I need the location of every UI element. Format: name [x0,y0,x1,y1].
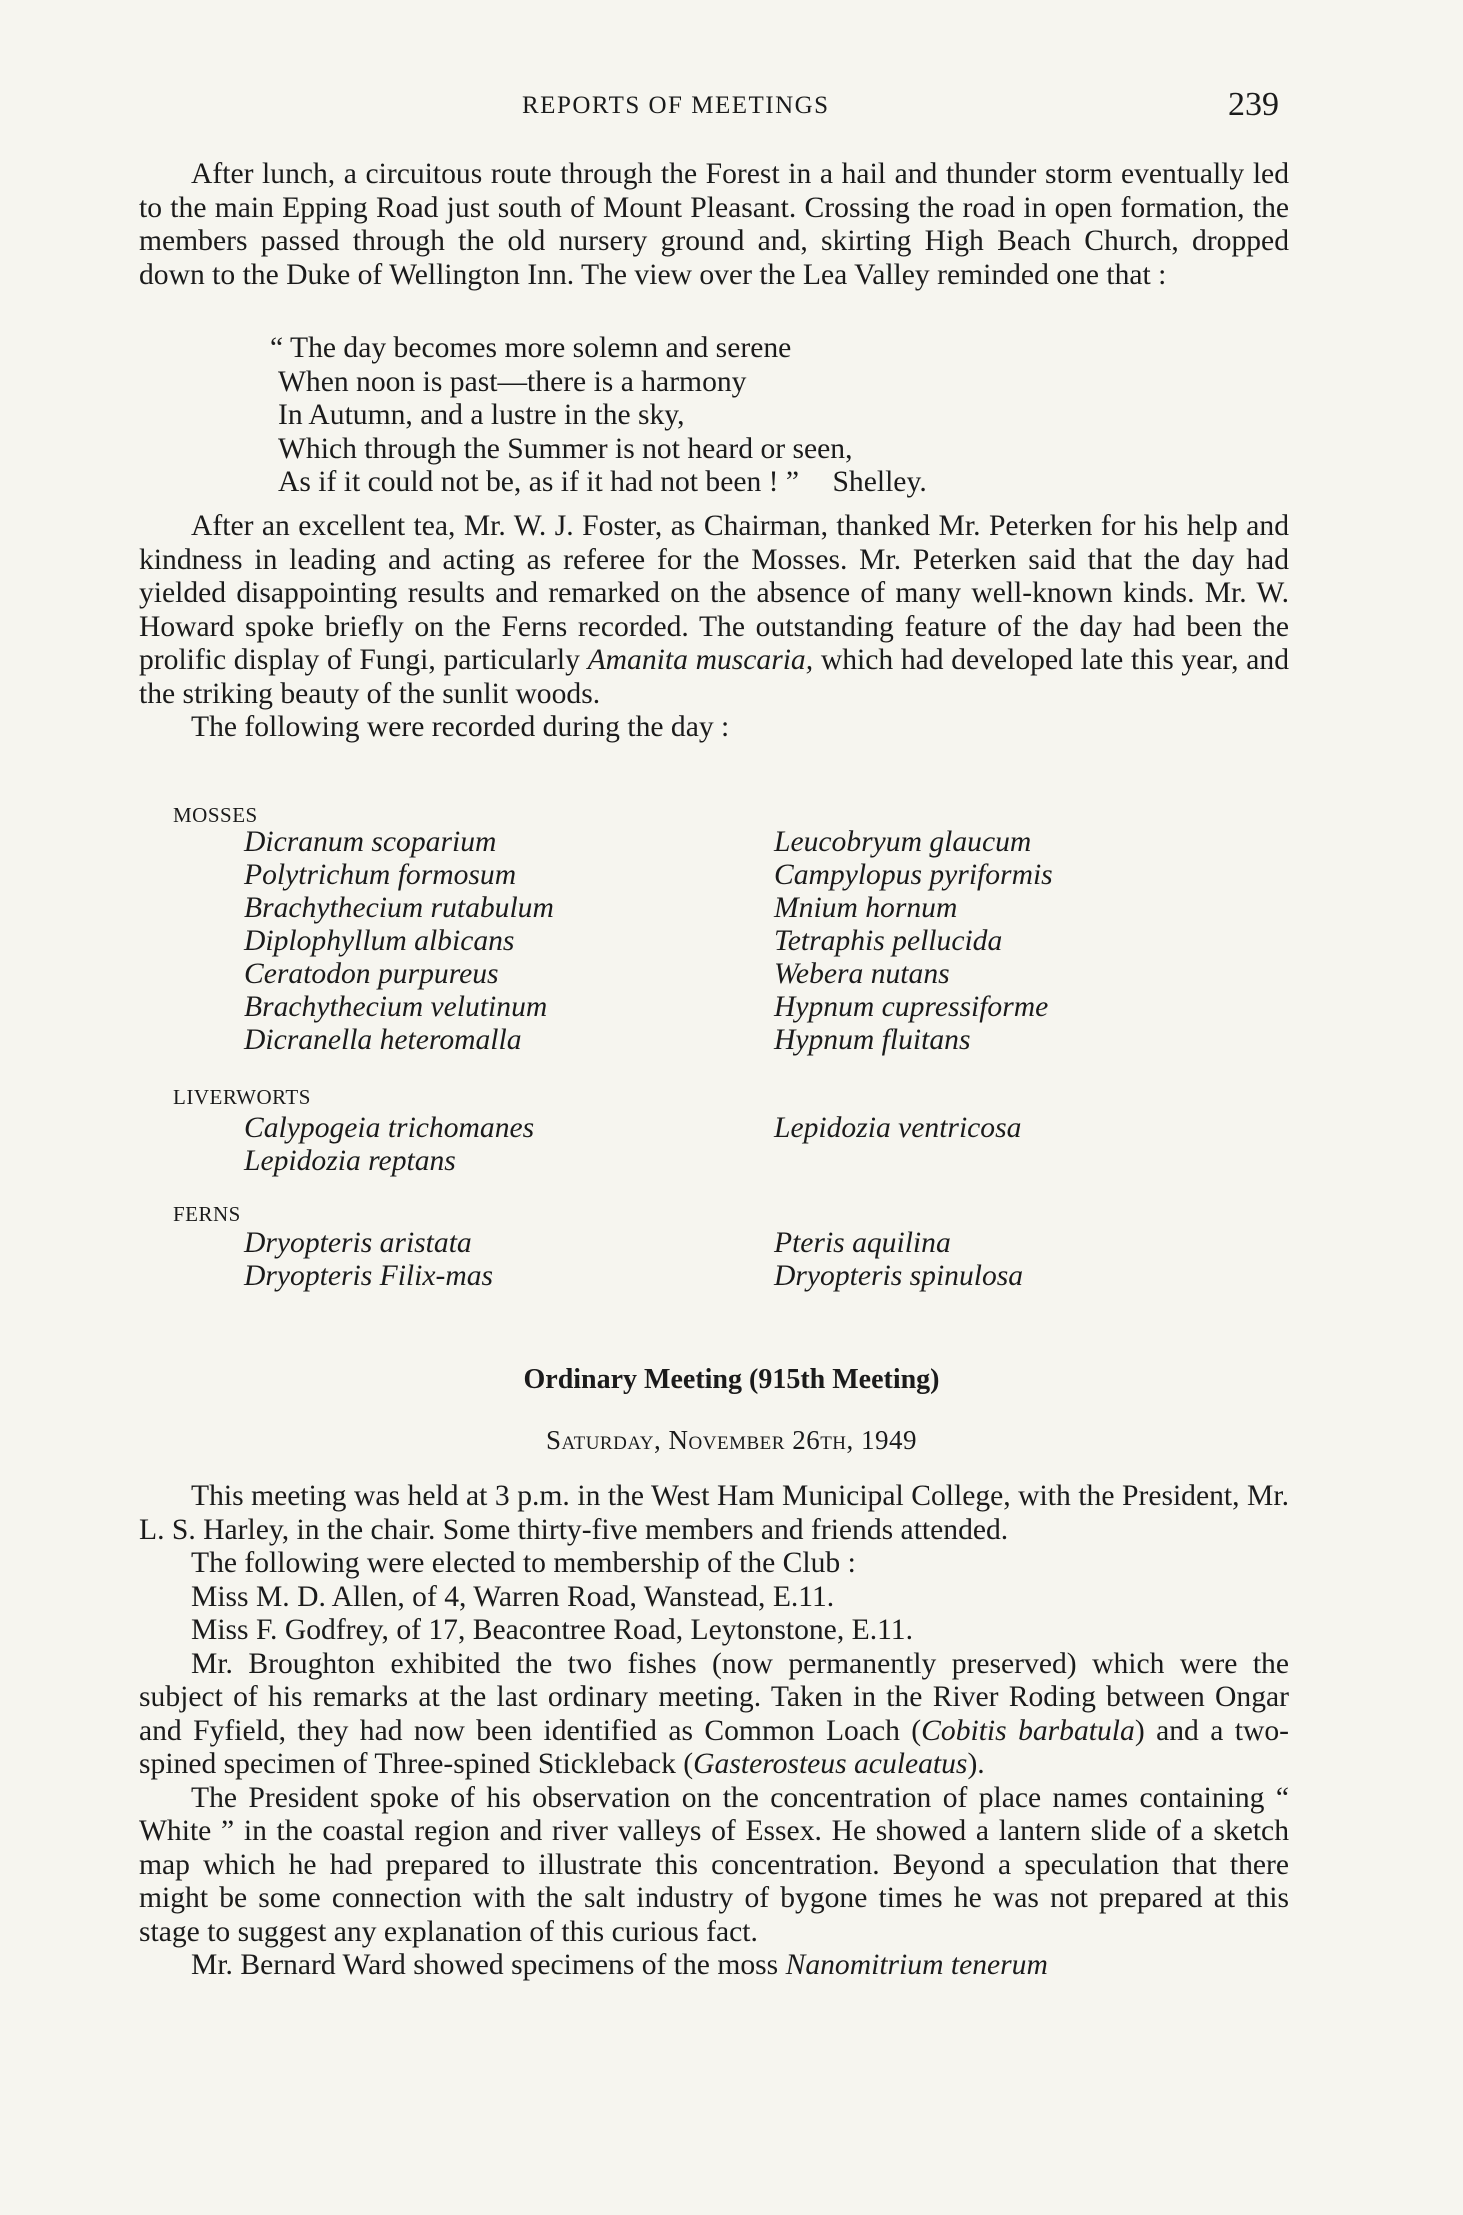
species-item: Brachythecium velutinum [244,991,548,1023]
species-item: Ceratodon purpureus [244,958,499,990]
new-member-1: Miss M. D. Allen, of 4, Warren Road, Wanstead, E.11. [191,1580,835,1613]
page-number: 239 [1228,86,1279,123]
species-item: Dryopteris Filix-mas [244,1260,494,1292]
species-item: Tetraphis pellucida [774,925,1003,957]
species-item: Pteris aquilina [774,1227,951,1259]
meeting-date-year: 1949 [861,1425,918,1455]
mosses-heading: MOSSES [173,803,258,827]
poem-line-4: Which through the Summer is not heard or seen, [278,432,853,465]
poem-attribution: Shelley. [832,466,927,498]
excursion-paragraph-3: The following were recorded during the day : [191,711,730,743]
species-name-nanomitrium: Nanomitrium tenerum [785,1949,1048,1981]
species-item: Leucobryum glaucum [774,826,1032,858]
species-item: Lepidozia reptans [244,1145,456,1177]
species-item: Dryopteris spinulosa [774,1260,1024,1292]
species-item: Diplophyllum albicans [244,925,515,957]
meeting-title: Ordinary Meeting (915th Meeting) [523,1364,940,1395]
species-item: Dicranella heteromalla [244,1024,522,1056]
excursion-paragraph-2-text-b: which had developed late this year, and the striking beauty of the sunlit woods. [139,644,1289,710]
species-item: Brachythecium rutabulum [244,892,554,924]
poem-line-5: As if it could not be, as if it had not been ! ” [278,466,800,498]
species-item: Mnium hornum [774,892,958,924]
new-member-2: Miss F. Godfrey, of 17, Beacontree Road, Leytonstone, E.11. [191,1614,913,1646]
meeting-section [139,1480,1289,1983]
running-header [0,86,1463,126]
meeting-date-month: November [668,1425,785,1455]
excursion-paragraph-2-text-a: After an excellent tea, Mr. W. J. Foster, as Chairman, thanked Mr. Peterken for his help and kindness in leading and acting as referee for the Mosses. Mr. Peterken said that the day had yielded disappointing results and remarked on the absence of many well-known kinds. Mr. W. Howard spoke briefly on the Ferns recorded. The outstanding feature of the day had been the prolific display of Fungi, particularly [139,510,1289,676]
ferns-heading: FERNS [173,1202,241,1226]
meeting-paragraph-1: This meeting was held at 3 p.m. in the West Ham Municipal College, with the President, Mr. L. S. Harley, in the chair. Some thirty-five members and friends attended. [139,1480,1289,1546]
species-item: Campylopus pyriformis [774,859,1053,891]
poem-quotation [270,332,927,500]
meeting-paragraph-3 [139,1648,1289,1782]
species-name-cobitis: Cobitis barbatula [921,1714,1135,1747]
poem-line-5-container [278,466,927,500]
excursion-paragraph-1: After lunch, a circuitous route through the Forest in a hail and thunder storm eventually led to the main Epping Road just south of Mount Pleasant. Crossing the road in open formation, the members passed through the old nursery ground and, skirting High Beach Church, dropped down to the Duke of Wellington Inn. The view over the Lea Valley reminded one that : [139,158,1289,291]
meeting-paragraph-2: The following were elected to membership of the Club : [191,1547,856,1579]
liverworts-heading: LIVERWORTS [173,1085,311,1109]
mosses-left-column [244,826,554,1057]
species-name-amanita: Amanita muscaria, [587,644,814,676]
mosses-right-column [774,826,1053,1057]
excursion-paragraph-2 [139,510,1289,711]
species-item: Hypnum cupressiforme [774,991,1049,1023]
species-item: Calypogeia trichomanes [244,1112,535,1144]
meeting-date [0,1425,1463,1456]
meeting-paragraph-4: The President spoke of his observation on the concentration of place names containing “ White ” in the coastal region and river valleys of Essex. He showed a lantern slide of a sketch map which he had prepared to illustrate this concentration. Beyond a speculation that there might be some connection with the salt industry of bygone times he was not prepared at this stage to suggest any explanation of this curious fact. [139,1781,1289,1948]
excursion-section [139,158,1289,292]
species-item: Hypnum fluitans [774,1024,971,1056]
ferns-right-column [774,1227,1023,1293]
meeting-paragraph-5-text: Mr. Bernard Ward showed specimens of the moss [191,1949,786,1981]
meeting-date-weekday: Saturday, [545,1425,662,1455]
excursion-section-2 [139,510,1289,745]
species-item: Dicranum scoparium [244,826,497,858]
species-item: Webera nutans [774,958,950,990]
poem-line-3: In Autumn, and a lustre in the sky, [278,399,685,431]
species-name-gasterosteus: Gasterosteus aculeatus [693,1748,968,1780]
meeting-paragraph-3-text-b: ) and a two-spined specimen of Three-spined Stickleback ( [139,1714,1289,1780]
species-item: Lepidozia ventricosa [774,1112,1022,1144]
poem-line-2: When noon is past—there is a harmony [278,365,747,398]
meeting-paragraph-3-text-c: ). [967,1748,985,1780]
running-title: REPORTS OF MEETINGS [522,92,830,119]
liverworts-right-column [774,1112,1021,1145]
meeting-paragraph-5 [139,1949,1289,1983]
meeting-date-day: 26th, [792,1425,854,1455]
meeting-paragraph-3-text-a: Mr. Broughton exhibited the two fishes (now permanently preserved) which were the subject of his remarks at the last ordinary meeting. Taken in the River Roding between Ongar and Fyfield, they had now been identified as Common Loach ( [139,1647,1289,1747]
ferns-left-column [244,1227,493,1293]
poem-line-1: “ The day becomes more solemn and serene [270,332,792,364]
species-item: Dryopteris aristata [244,1227,472,1259]
liverworts-left-column [244,1112,534,1178]
species-item: Polytrichum formosum [244,859,517,891]
